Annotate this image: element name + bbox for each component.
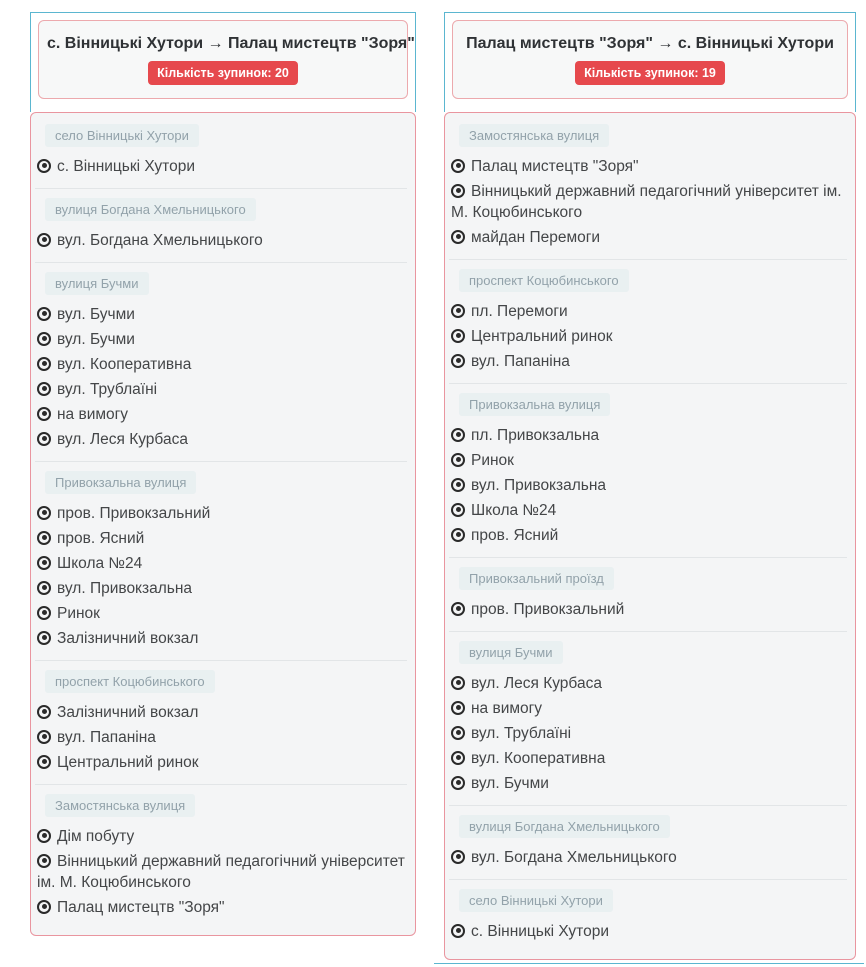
street-section xyxy=(35,115,407,189)
stop-row xyxy=(35,228,407,253)
stop-row xyxy=(449,919,847,944)
street-chip: проспект Коцюбинського xyxy=(45,670,215,693)
stop-row xyxy=(449,523,847,548)
stop-label: вул. Кооперативна xyxy=(57,355,192,373)
dot-circle-icon xyxy=(451,428,465,442)
stop-label: вул. Папаніна xyxy=(471,352,570,370)
stop-row xyxy=(35,849,407,895)
stop-label: Ринок xyxy=(57,604,100,622)
dot-circle-icon xyxy=(37,332,51,346)
route-header-box xyxy=(38,20,415,99)
stop-row xyxy=(35,601,407,626)
stop-label: Палац мистецтв "Зоря" xyxy=(57,898,225,916)
route-column xyxy=(30,12,416,936)
street-section xyxy=(35,189,407,263)
dot-circle-icon xyxy=(37,581,51,595)
street-chip: Замостянська вулиця xyxy=(45,794,195,817)
stop-row xyxy=(449,671,847,696)
route-header-wrap xyxy=(444,12,856,112)
street-section xyxy=(449,558,847,632)
dot-circle-icon xyxy=(451,850,465,864)
stops-list xyxy=(449,154,847,250)
dot-circle-icon xyxy=(37,531,51,545)
stops-list xyxy=(449,597,847,622)
stop-row xyxy=(35,750,407,775)
stop-label: Вінницький державний педагогічний університет ім. М. Коцюбинського xyxy=(37,852,405,891)
dot-circle-icon xyxy=(451,478,465,492)
street-section xyxy=(35,263,407,462)
stop-label: вул. Кооперативна xyxy=(471,749,606,767)
stop-label: майдан Перемоги xyxy=(471,228,601,246)
stop-row xyxy=(35,895,407,920)
stop-row xyxy=(449,154,847,179)
street-chip: село Вінницькі Хутори xyxy=(45,124,199,147)
stop-row xyxy=(449,299,847,324)
street-chip: проспект Коцюбинського xyxy=(459,269,629,292)
dot-circle-icon xyxy=(451,676,465,690)
street-section xyxy=(35,462,407,661)
stops-list xyxy=(449,845,847,870)
dot-circle-icon xyxy=(37,631,51,645)
street-chip: вулиця Бучми xyxy=(45,272,149,295)
stop-row xyxy=(449,179,847,225)
stop-label: пл. Привокзальна xyxy=(471,426,600,444)
stop-row xyxy=(35,427,407,452)
route-column xyxy=(444,12,856,967)
street-section xyxy=(35,661,407,785)
stop-row xyxy=(449,349,847,374)
dot-circle-icon xyxy=(451,776,465,790)
stop-label: Залізничний вокзал xyxy=(57,629,199,647)
stop-label: Палац мистецтв "Зоря" xyxy=(471,157,639,175)
dot-circle-icon xyxy=(37,382,51,396)
stop-label: вул. Леся Курбаса xyxy=(471,674,602,692)
stop-label: Центральний ринок xyxy=(471,327,613,345)
street-section xyxy=(449,806,847,880)
stop-row xyxy=(35,576,407,601)
dot-circle-icon xyxy=(451,751,465,765)
dot-circle-icon xyxy=(37,705,51,719)
street-section xyxy=(449,260,847,384)
stops-count-badge: Кількість зупинок: 19 xyxy=(575,61,725,85)
stop-row xyxy=(35,501,407,526)
dot-circle-icon xyxy=(451,354,465,368)
stop-label: вул. Бучми xyxy=(471,774,549,792)
dot-circle-icon xyxy=(451,184,465,198)
stop-row xyxy=(35,352,407,377)
stop-row xyxy=(449,498,847,523)
street-section xyxy=(449,384,847,558)
dot-circle-icon xyxy=(37,730,51,744)
street-chip: вулиця Бучми xyxy=(459,641,563,664)
dot-circle-icon xyxy=(37,307,51,321)
stop-row xyxy=(449,845,847,870)
stop-label: Центральний ринок xyxy=(57,753,199,771)
dot-circle-icon xyxy=(37,357,51,371)
stop-row xyxy=(449,696,847,721)
stops-list xyxy=(35,154,407,179)
stops-list xyxy=(35,824,407,920)
street-chip: Привокзальна вулиця xyxy=(45,471,196,494)
stop-row xyxy=(449,597,847,622)
stop-row xyxy=(449,771,847,796)
stop-row xyxy=(449,423,847,448)
stops-list xyxy=(35,228,407,253)
dot-circle-icon xyxy=(451,924,465,938)
stops-list xyxy=(449,919,847,944)
route-title: Палац мистецтв "Зоря" → с. Вінницькі Хутори xyxy=(466,35,834,52)
stop-label: пров. Привокзальний xyxy=(57,504,211,522)
route-header-box xyxy=(452,20,848,99)
stop-label: пров. Привокзальний xyxy=(471,600,625,618)
dot-circle-icon xyxy=(37,432,51,446)
dot-circle-icon xyxy=(37,900,51,914)
stops-count-badge: Кількість зупинок: 20 xyxy=(148,61,298,85)
street-chip: Замостянська вулиця xyxy=(459,124,609,147)
dot-circle-icon xyxy=(37,606,51,620)
street-chip: Привокзальний проїзд xyxy=(459,567,614,590)
stop-label: с. Вінницькі Хутори xyxy=(57,157,195,175)
stop-label: с. Вінницькі Хутори xyxy=(471,922,609,940)
stop-row xyxy=(35,526,407,551)
stop-row xyxy=(35,824,407,849)
stop-row xyxy=(35,327,407,352)
route-title: с. Вінницькі Хутори → Палац мистецтв "Зоря" xyxy=(47,35,415,52)
stop-label: вул. Леся Курбаса xyxy=(57,430,188,448)
stops-list xyxy=(449,671,847,796)
street-chip: вулиця Богдана Хмельницького xyxy=(459,815,670,838)
next-route-block-edge xyxy=(434,963,864,967)
stops-list xyxy=(35,700,407,775)
stop-label: вул. Папаніна xyxy=(57,728,156,746)
dot-circle-icon xyxy=(451,453,465,467)
street-chip: Привокзальна вулиця xyxy=(459,393,610,416)
stop-row xyxy=(449,225,847,250)
stop-row xyxy=(35,700,407,725)
stop-label: Школа №24 xyxy=(57,554,143,572)
stop-label: пл. Перемоги xyxy=(471,302,568,320)
stops-list xyxy=(35,501,407,651)
stop-label: вул. Трублаїні xyxy=(471,724,572,742)
stop-row xyxy=(35,725,407,750)
route-header-wrap xyxy=(30,12,416,112)
stop-label: вул. Привокзальна xyxy=(57,579,193,597)
stop-label: на вимогу xyxy=(57,405,129,423)
dot-circle-icon xyxy=(451,528,465,542)
stop-label: вул. Бучми xyxy=(57,305,135,323)
stop-label: вул. Привокзальна xyxy=(471,476,607,494)
stops-panel xyxy=(30,112,416,936)
dot-circle-icon xyxy=(451,159,465,173)
street-section xyxy=(35,785,407,929)
dot-circle-icon xyxy=(37,556,51,570)
stop-label: вул. Трублаїні xyxy=(57,380,158,398)
street-section xyxy=(449,115,847,260)
stop-label: Дім побуту xyxy=(57,827,135,845)
stop-label: пров. Ясний xyxy=(57,529,145,547)
dot-circle-icon xyxy=(37,854,51,868)
stop-label: Залізничний вокзал xyxy=(57,703,199,721)
stop-row xyxy=(35,626,407,651)
stop-label: на вимогу xyxy=(471,699,543,717)
stop-row xyxy=(35,402,407,427)
stop-row xyxy=(449,721,847,746)
stops-panel xyxy=(444,112,856,960)
stops-list xyxy=(35,302,407,452)
stop-label: вул. Богдана Хмельницького xyxy=(57,231,263,249)
stop-label: пров. Ясний xyxy=(471,526,559,544)
dot-circle-icon xyxy=(451,503,465,517)
stop-row xyxy=(35,551,407,576)
stops-list xyxy=(449,299,847,374)
dot-circle-icon xyxy=(451,602,465,616)
stop-row xyxy=(449,746,847,771)
dot-circle-icon xyxy=(37,506,51,520)
street-section xyxy=(449,880,847,953)
dot-circle-icon xyxy=(37,755,51,769)
stop-row xyxy=(449,448,847,473)
street-chip: село Вінницькі Хутори xyxy=(459,889,613,912)
stop-label: Ринок xyxy=(471,451,514,469)
street-chip: вулиця Богдана Хмельницького xyxy=(45,198,256,221)
stop-row xyxy=(35,154,407,179)
stop-label: вул. Богдана Хмельницького xyxy=(471,848,677,866)
street-section xyxy=(449,632,847,806)
stop-row xyxy=(449,473,847,498)
stop-row xyxy=(35,302,407,327)
dot-circle-icon xyxy=(37,159,51,173)
dot-circle-icon xyxy=(451,329,465,343)
dot-circle-icon xyxy=(37,407,51,421)
dot-circle-icon xyxy=(37,233,51,247)
dot-circle-icon xyxy=(37,829,51,843)
dot-circle-icon xyxy=(451,304,465,318)
stop-row xyxy=(449,324,847,349)
dot-circle-icon xyxy=(451,230,465,244)
dot-circle-icon xyxy=(451,726,465,740)
stop-label: Вінницький державний педагогічний університет ім. М. Коцюбинського xyxy=(451,182,842,221)
stop-row xyxy=(35,377,407,402)
stop-label: Школа №24 xyxy=(471,501,557,519)
stops-list xyxy=(449,423,847,548)
dot-circle-icon xyxy=(451,701,465,715)
stop-label: вул. Бучми xyxy=(57,330,135,348)
